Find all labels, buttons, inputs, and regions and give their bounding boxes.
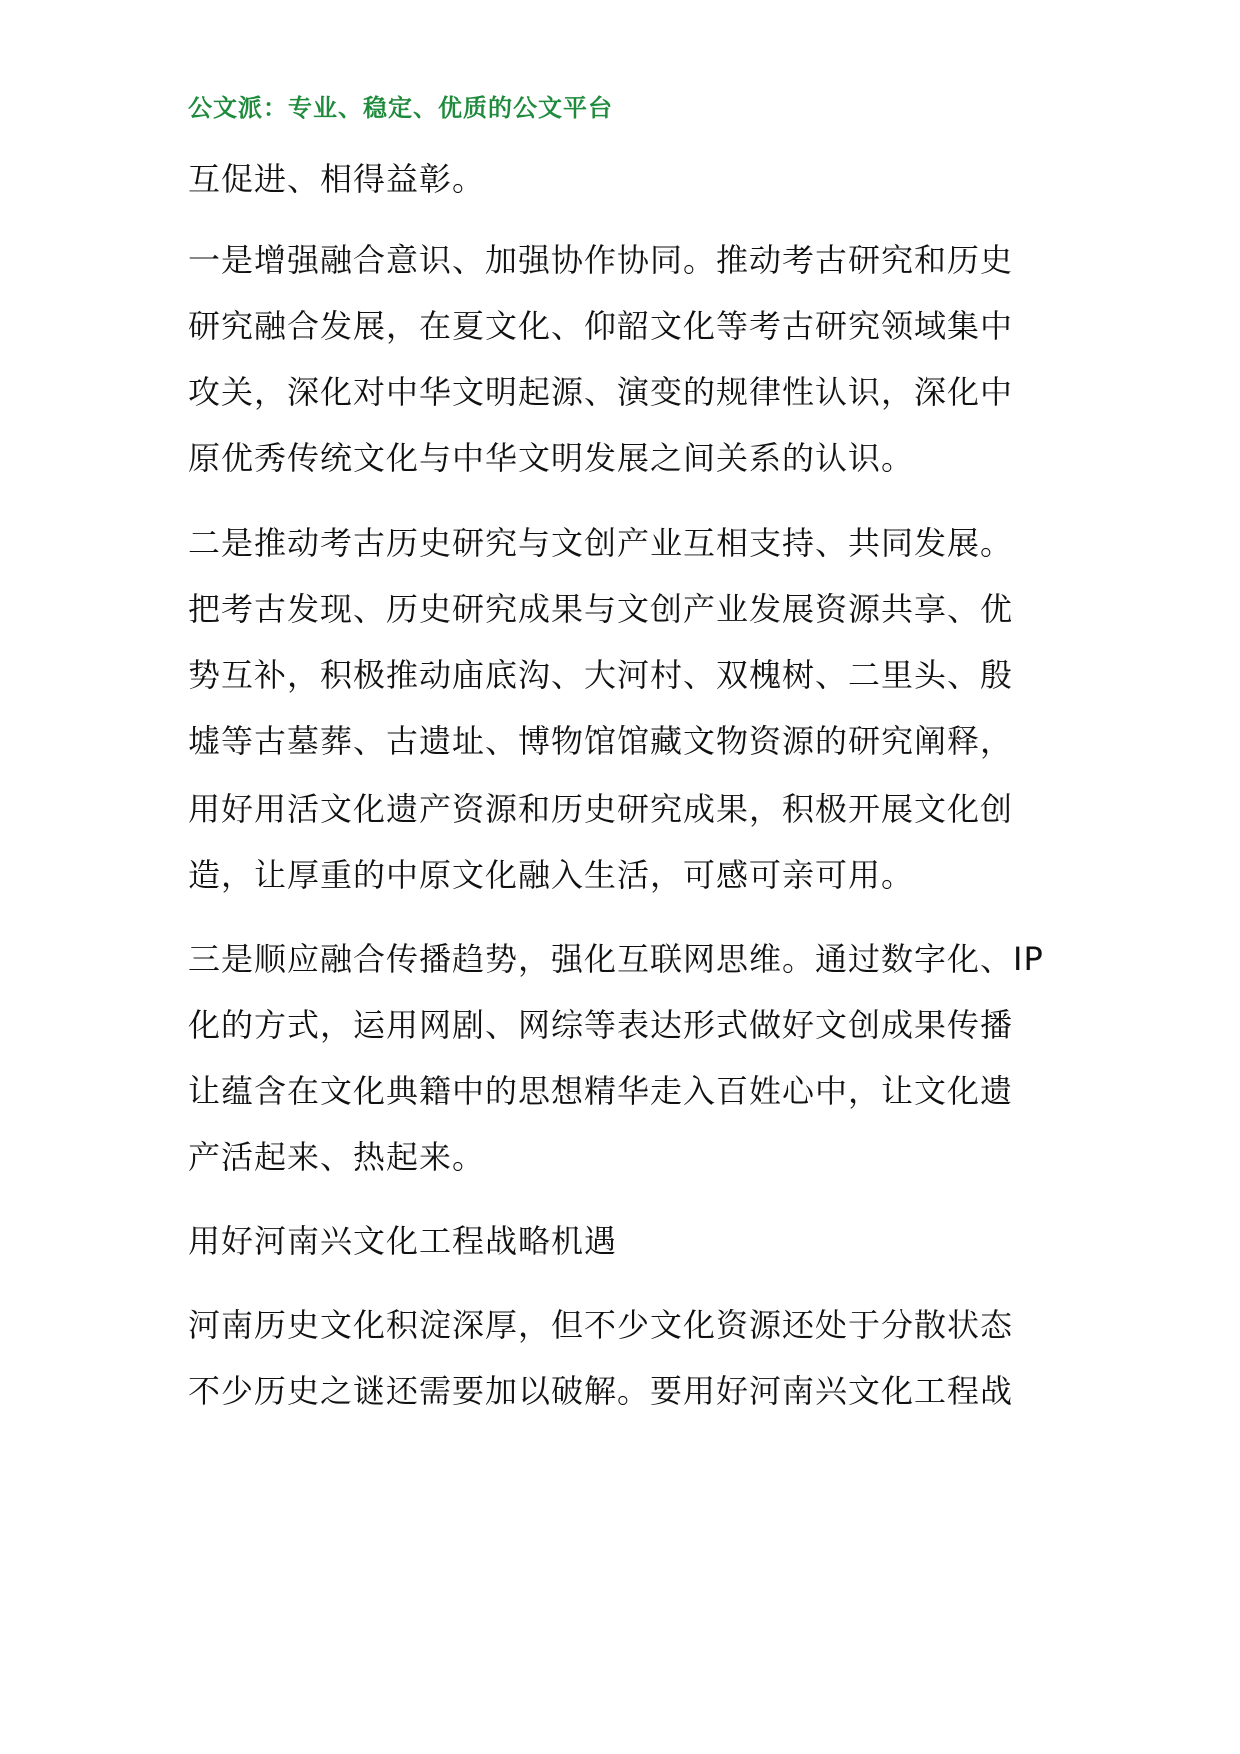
paragraph-line: 二是推动考古历史研究与文创产业互相支持、共同发展。 [188,524,1014,562]
paragraph-line: 让蕴含在文化典籍中的思想精华走入百姓心中，让文化遗 [188,1072,1014,1110]
section-heading: 用好河南兴文化工程战略机遇 [188,1222,618,1260]
paragraph-line: 研究融合发展，在夏文化、仰韶文化等考古研究领域集中 [188,307,1014,345]
paragraph-line: 产活起来、热起来。 [188,1138,486,1176]
paragraph-line: 造，让厚重的中原文化融入生活，可感可亲可用。 [188,856,915,894]
header-title: 公文派：专业、稳定、优质的公文平台 [188,94,613,122]
paragraph-line: 一是增强融合意识、加强协作协同。推动考古研究和历史 [188,241,1014,279]
paragraph-line: 把考古发现、历史研究成果与文创产业发展资源共享、优 [188,590,1014,628]
paragraph-line: 墟等古墓葬、古遗址、博物馆馆藏文物资源的研究阐释， [188,722,1014,760]
paragraph-line: 原优秀传统文化与中华文明发展之间关系的认识。 [188,439,915,477]
paragraph-line: 三是顺应融合传播趋势，强化互联网思维。通过数字化、IP [188,940,1044,978]
paragraph-line: 化的方式，运用网剧、网综等表达形式做好文创成果传播 [188,1006,1014,1044]
paragraph-line: 河南历史文化积淀深厚，但不少文化资源还处于分散状态 [188,1306,1014,1344]
paragraph-line: 互促进、相得益彰。 [188,160,486,198]
paragraph-line: 不少历史之谜还需要加以破解。要用好河南兴文化工程战 [188,1372,1014,1410]
paragraph-line: 用好用活文化遗产资源和历史研究成果，积极开展文化创 [188,790,1014,828]
paragraph-line: 势互补，积极推动庙底沟、大河村、双槐树、二里头、殷 [188,656,1014,694]
paragraph-line: 攻关，深化对中华文明起源、演变的规律性认识，深化中 [188,373,1014,411]
